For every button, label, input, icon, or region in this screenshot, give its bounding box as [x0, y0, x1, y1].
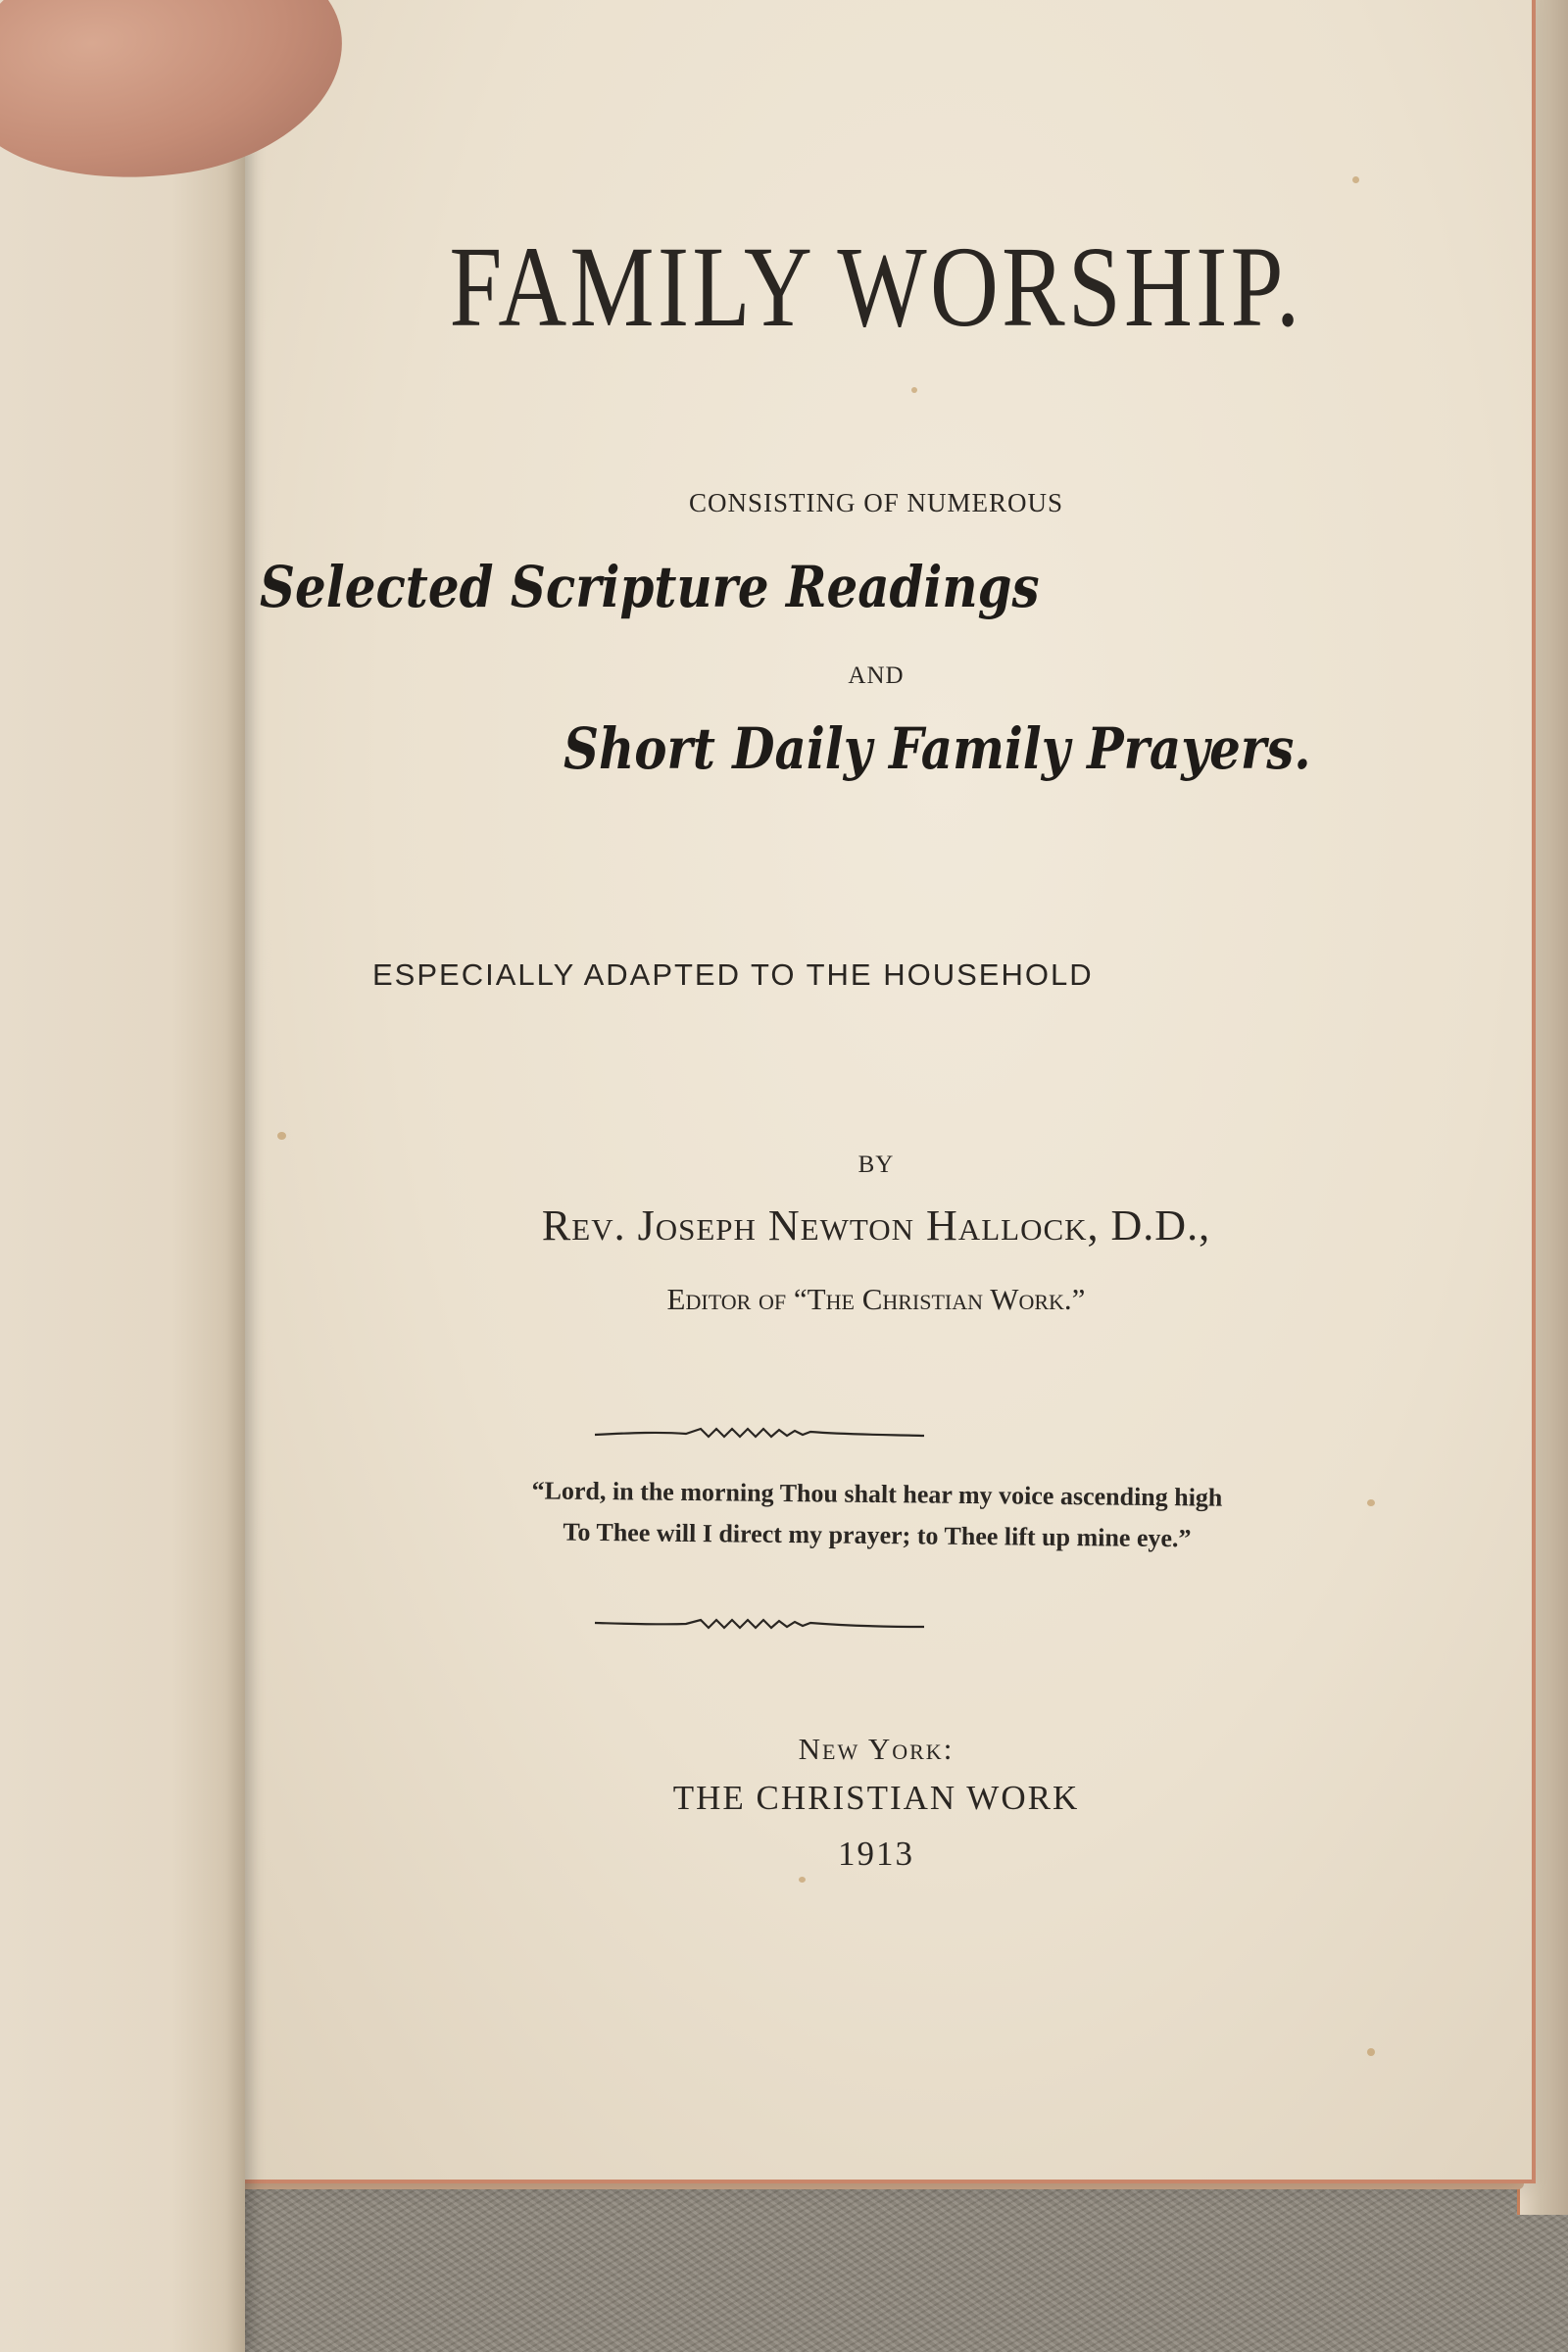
- foxing-spot: [911, 387, 917, 393]
- imprint-city: New York:: [798, 1732, 955, 1766]
- foxing-spot: [799, 1877, 806, 1883]
- foxing-spot: [1352, 176, 1359, 183]
- facing-blank-page: [0, 0, 245, 2352]
- book-title: FAMILY WORSHIP.: [449, 222, 1303, 351]
- epigraph-line-2: To Thee will I direct my prayer; to Thee lift up mine eye.”: [563, 1517, 1192, 1553]
- foxing-spot: [277, 1132, 286, 1140]
- foxing-spot: [1367, 2048, 1375, 2056]
- subtitle-intro: CONSISTING OF NUMEROUS: [688, 488, 1064, 517]
- imprint-publisher: THE CHRISTIAN WORK: [672, 1779, 1080, 1817]
- imprint-year: 1913: [838, 1835, 914, 1873]
- author-name: Rev. Joseph Newton Hallock, D.D.,: [541, 1201, 1211, 1250]
- tagline: ESPECIALLY ADAPTED TO THE HOUSEHOLD: [372, 957, 1094, 992]
- subtitle-readings: Selected Scripture Readings: [260, 554, 1040, 620]
- ornamental-rule-top: [593, 1423, 926, 1443]
- title-page: [220, 0, 1536, 2183]
- ornamental-rule-bottom: [593, 1615, 926, 1635]
- epigraph-line-1: “Lord, in the morning Thou shalt hear my voice ascending high: [531, 1476, 1223, 1512]
- subtitle-and: AND: [848, 662, 905, 689]
- by-label: BY: [858, 1152, 895, 1178]
- author-role: Editor of “The Christian Work.”: [666, 1282, 1086, 1316]
- subtitle-prayers: Short Daily Family Prayers.: [564, 715, 1311, 782]
